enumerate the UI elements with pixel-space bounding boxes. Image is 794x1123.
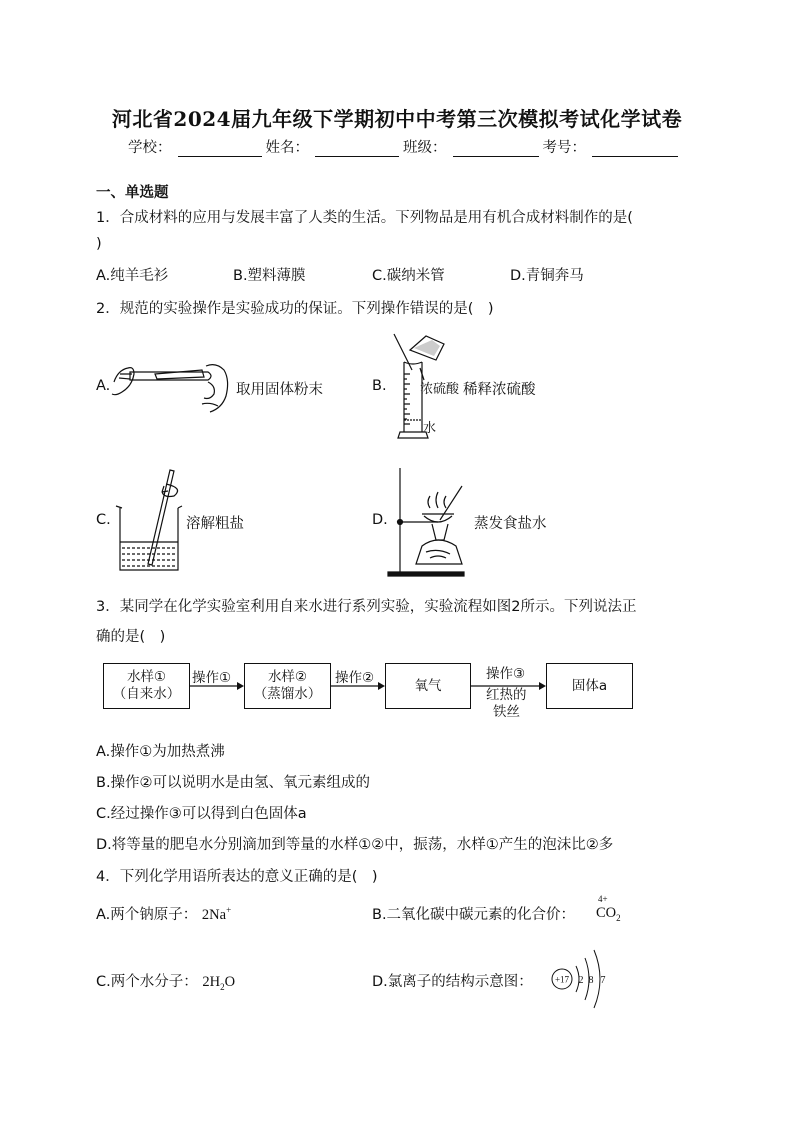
flow-box2-line2: （蒸馏水） <box>253 686 322 702</box>
q4-option-c[interactable] <box>96 970 235 992</box>
section-heading: 一、单选题 <box>96 185 169 201</box>
flow-arrow-1 <box>189 680 245 692</box>
q4-stem: 4．下列化学用语所表达的意义正确的是( ) <box>96 869 378 885</box>
q3-option-b[interactable]: B.操作②可以说明水是由氢、氧元素组成的 <box>96 775 371 791</box>
q4-option-b[interactable] <box>372 903 575 924</box>
q3-option-a[interactable]: A.操作①为加热煮沸 <box>96 744 225 760</box>
flow-box-tap-water <box>103 663 190 709</box>
q4-option-d-text: D.氯离子的结构示意图： <box>372 974 533 990</box>
q4-option-a[interactable] <box>96 903 231 924</box>
q1-option-a[interactable]: A.纯羊毛衫 <box>96 268 169 284</box>
acid-label: 浓硫酸 <box>420 382 460 397</box>
sodium-ion-formula: 2Na+ <box>201 905 232 923</box>
beaker-stirring-illustration <box>112 464 187 576</box>
flow-box-oxygen: 氧气 <box>385 663 471 709</box>
flow-op3-line3: 铁丝 <box>493 704 520 720</box>
q2-option-b-caption: 稀释浓硫酸 <box>463 382 536 398</box>
class-blank[interactable] <box>453 140 539 157</box>
q3-stem-line1: 3．某同学在化学实验室利用自来水进行系列实验，实验流程如图2所示。下列说法正 <box>96 599 637 615</box>
name-label: 姓名： <box>265 140 309 156</box>
exam-title: 河北省2024届九年级下学期初中中考第三次模拟考试化学试卷 <box>111 107 683 131</box>
exam-number-label: 考号： <box>542 140 586 156</box>
flow-box1-line1: 水样① <box>126 669 167 685</box>
q4-option-a-text: A.两个钠原子： <box>96 907 198 923</box>
shell-3-electrons: 7 <box>600 975 606 986</box>
evaporation-illustration <box>386 464 466 578</box>
shell-1-electrons: 2 <box>578 975 584 986</box>
flow-box-solid-a: 固体a <box>546 663 633 709</box>
flow-box2-line1: 水样② <box>267 669 308 685</box>
q1-option-d[interactable]: D.青铜奔马 <box>510 268 584 284</box>
school-blank[interactable] <box>178 140 262 157</box>
nucleus-charge-label: +17 <box>554 974 570 985</box>
q2-option-b-letter[interactable]: B. <box>372 378 387 394</box>
water-molecule-formula: $2H_2O$ <box>202 974 236 992</box>
q2-option-a-letter[interactable]: A. <box>96 378 111 394</box>
flow-box1-line2: （自来水） <box>112 686 181 702</box>
student-info-line <box>128 136 682 157</box>
co2-formula: $CO_2$ <box>596 905 621 923</box>
shell-2-electrons: 8 <box>588 975 594 986</box>
q1-stem-line2: ) <box>96 236 102 252</box>
school-label: 学校： <box>128 140 172 156</box>
q2-option-c-caption: 溶解粗盐 <box>186 516 244 532</box>
q4-option-d[interactable] <box>372 970 533 991</box>
q4-option-c-text: C.两个水分子： <box>96 974 198 990</box>
q3-option-c[interactable]: C.经过操作③可以得到白色固体a <box>96 806 307 822</box>
flow-op1-label: 操作① <box>192 670 232 686</box>
flow-op3-line2: 红热的 <box>486 687 527 703</box>
class-label: 班级： <box>403 140 447 156</box>
q2-option-c-letter[interactable]: C. <box>96 512 111 528</box>
test-tube-powder-illustration <box>110 352 235 414</box>
flow-box-distilled-water <box>244 663 331 709</box>
name-blank[interactable] <box>315 140 399 157</box>
flow-arrow-2 <box>330 680 386 692</box>
q4-option-b-text: B.二氧化碳中碳元素的化合价： <box>372 907 576 923</box>
chloride-ion-structure-diagram <box>546 938 616 1020</box>
q2-stem: 2．规范的实验操作是实验成功的保证。下列操作错误的是( ) <box>96 301 494 317</box>
flow-op3-line1: 操作③ <box>486 666 526 682</box>
q1-option-b[interactable]: B.塑料薄膜 <box>233 268 306 284</box>
q2-option-d-letter[interactable]: D. <box>372 512 388 528</box>
q2-option-d-caption: 蒸发食盐水 <box>474 516 547 532</box>
carbon-valence-label: 4+ <box>598 894 608 904</box>
exam-number-blank[interactable] <box>592 140 678 157</box>
q2-option-a-caption: 取用固体粉末 <box>236 382 323 398</box>
q1-option-c[interactable]: C.碳纳米管 <box>372 268 445 284</box>
water-label: 水 <box>423 421 437 436</box>
flow-op2-label: 操作② <box>335 670 375 686</box>
q3-stem-line2: 确的是( ) <box>96 629 166 645</box>
q3-option-d[interactable]: D.将等量的肥皂水分别滴加到等量的水样①②中，振荡，水样①产生的泡沫比②多 <box>96 837 614 853</box>
q1-stem-line1: 1．合成材料的应用与发展丰富了人类的生活。下列物品是用有机合成材料制作的是( <box>96 210 633 226</box>
